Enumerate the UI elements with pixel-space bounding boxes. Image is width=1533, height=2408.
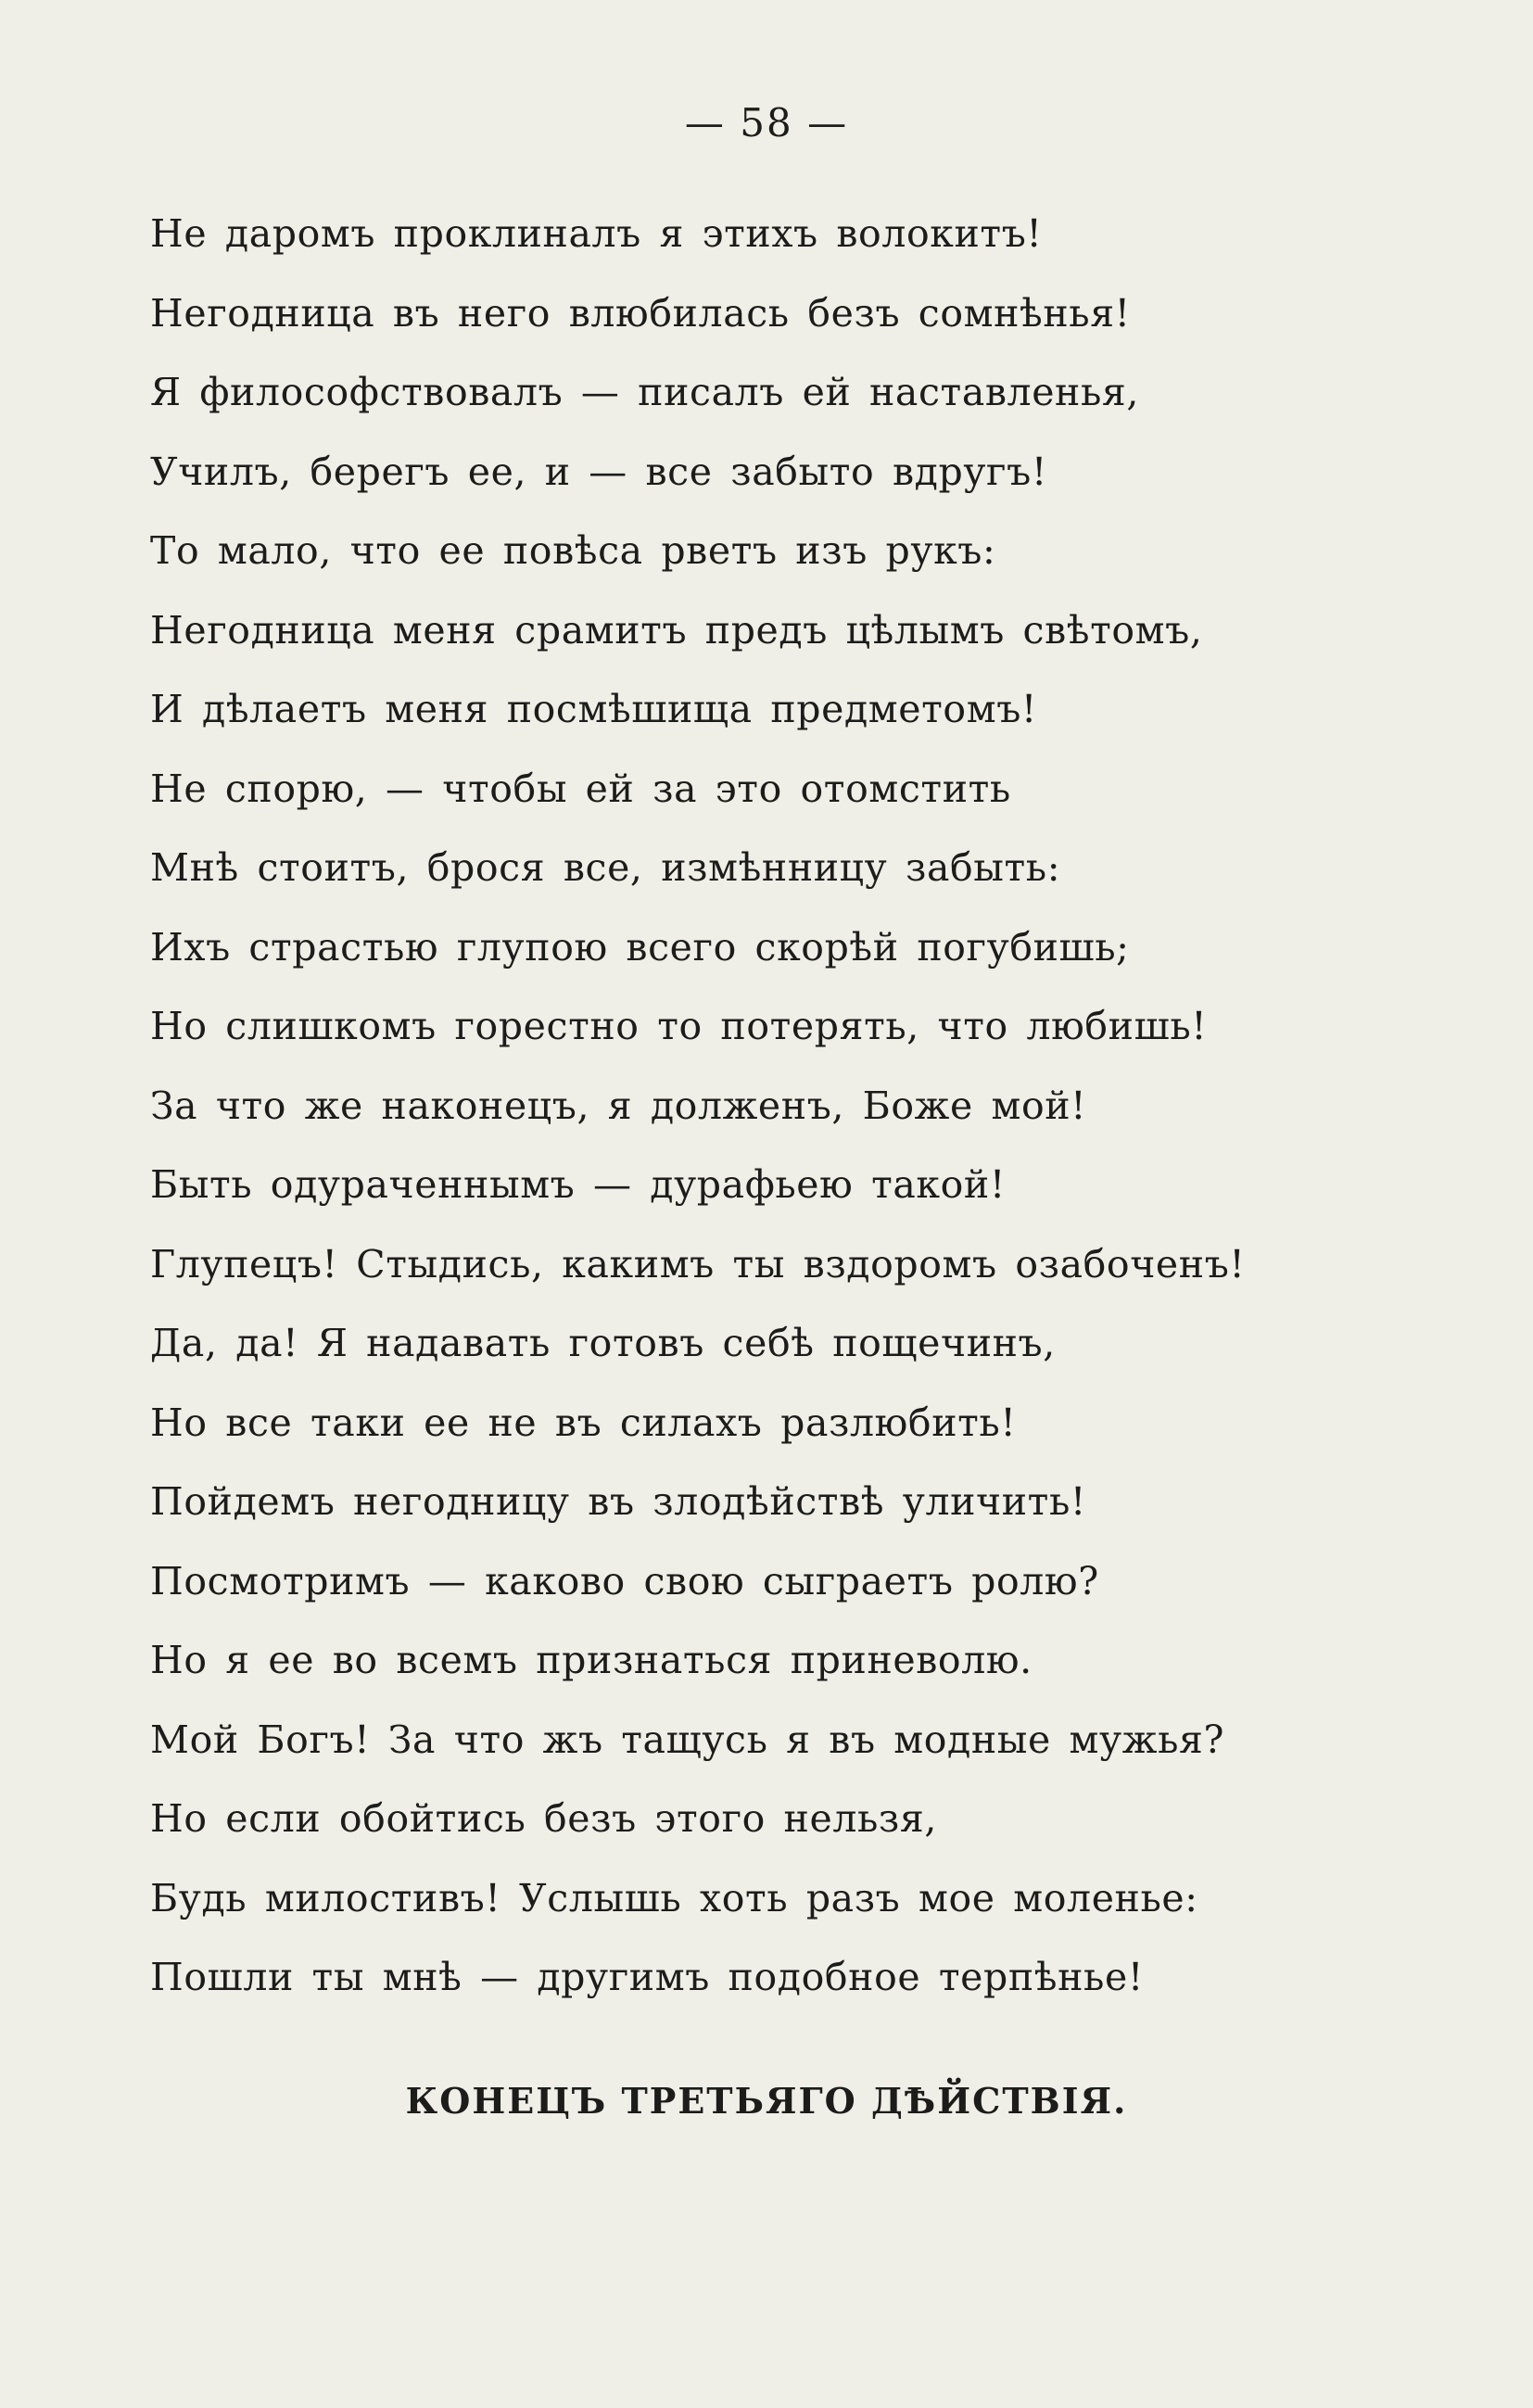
verse-line: Но все таки ее не въ силахъ разлюбить!: [150, 1400, 1017, 1445]
verse-line: И дѣлаетъ меня посмѣшища предметомъ!: [150, 687, 1037, 731]
verse-line: Да, да! Я надавать готовъ себѣ пощечинъ,: [150, 1321, 1056, 1365]
verse-line: Мнѣ стоитъ, брося все, измѣнницу забыть:: [150, 845, 1061, 890]
verse-line: За что же наконецъ, я долженъ, Боже мой!: [150, 1083, 1087, 1128]
verse-line: Мой Богъ! За что жъ тащусь я въ модные мужья?: [150, 1717, 1225, 1762]
verse-line: Но если обойтись безъ этого нельзя,: [150, 1796, 937, 1841]
verse-line: То мало, что ее повѣса рветъ изъ рукъ:: [150, 528, 996, 573]
verse-line: Ихъ страстью глупою всего скорѣй погубишь;: [150, 924, 1130, 970]
verse-line: Будь милостивъ! Услышь хоть разъ мое моленье:: [150, 1875, 1198, 1920]
verse-line: Пошли ты мнѣ — другимъ подобное терпѣнье!: [150, 1955, 1144, 1999]
verse-line: Посмотримъ — каково свою сыграетъ ролю?: [150, 1558, 1099, 1603]
verse-line: Негодница въ него влюбилась безъ сомнѣнья!: [150, 290, 1131, 336]
verse-line: Училъ, берегъ ее, и — все забыто вдругъ!: [150, 449, 1047, 494]
verse-line: Негодница меня срамитъ предъ цѣлымъ свѣтомъ,: [150, 607, 1203, 653]
verse-line: Но слишкомъ горестно то потерять, что любишь!: [150, 1004, 1208, 1048]
verse-line: Но я ее во всемъ признаться приневолю.: [150, 1638, 1033, 1682]
verse-block: [150, 208, 1485, 2031]
verse-line: Пойдемъ негодницу въ злодѣйствѣ уличить!: [150, 1479, 1086, 1524]
verse-line: Быть одураченнымъ — дурафьею такой!: [150, 1162, 1006, 1207]
page-number: — 58 —: [684, 100, 849, 146]
verse-line: Я философствовалъ — писалъ ей наставленья,: [150, 370, 1140, 414]
verse-line: Глупецъ! Стыдись, какимъ ты вздоромъ озабоченъ!: [150, 1241, 1246, 1286]
verse-line: Не даромъ проклиналъ я этихъ волокитъ!: [150, 211, 1043, 256]
act-end-heading: КОНЕЦЪ ТРЕТЬЯГО ДѢЙСТВІЯ.: [405, 2080, 1128, 2122]
verse-line: Не спорю, — чтобы ей за это отомстить: [150, 766, 1011, 811]
